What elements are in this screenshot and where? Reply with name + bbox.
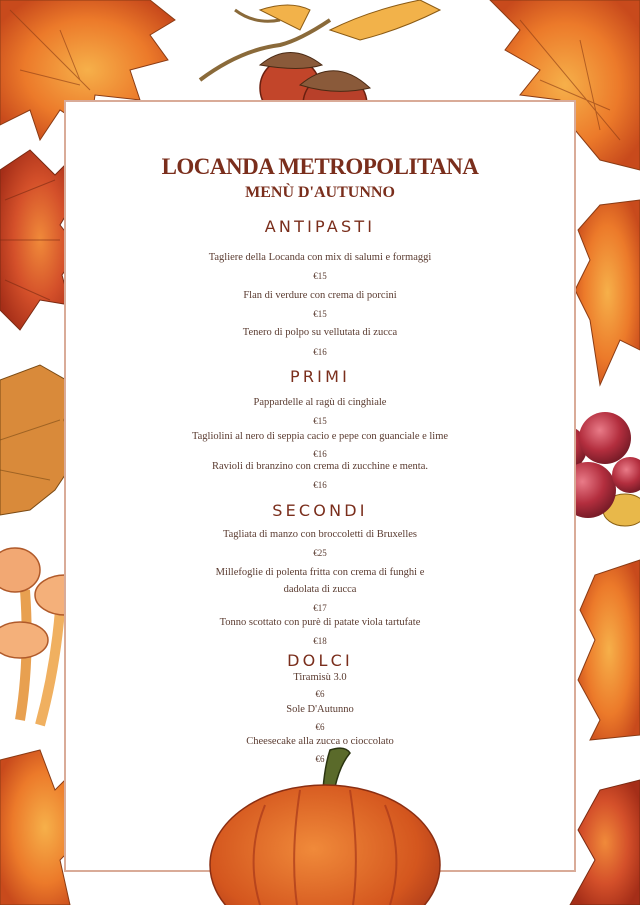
menu-item-price: €15 [313, 271, 327, 281]
menu-item-price: €15 [313, 416, 327, 426]
menu-title: MENÙ D'AUTUNNO [245, 184, 395, 201]
menu-item-price: €16 [313, 449, 327, 459]
section-title-dolci: DOLCI [287, 651, 353, 670]
menu-item-price: €6 [315, 722, 325, 732]
menu-item-price: €17 [313, 603, 327, 613]
menu-item-name: Sole D'Autunno [286, 704, 354, 715]
menu-item-name: Pappardelle al ragù di cinghiale [253, 397, 387, 408]
section-title-antipasti: ANTIPASTI [264, 217, 376, 236]
pumpkin-icon [205, 745, 445, 905]
menu-item-name: dadolata di zucca [283, 584, 357, 595]
menu-item-price: €6 [315, 689, 325, 699]
section-title-secondi: SECONDI [272, 501, 368, 520]
maple-leaf-icon [570, 780, 640, 905]
menu-item-price: €6 [315, 754, 325, 764]
menu-item-name: Cheesecake alla zucca o cioccolato [246, 736, 394, 747]
restaurant-name: LOCANDA METROPOLITANA [161, 154, 479, 179]
menu-item-name: Tenero di polpo su vellutata di zucca [242, 327, 398, 338]
menu-item-name: Tiramisù 3.0 [293, 672, 347, 683]
menu-item-price: €15 [313, 309, 327, 319]
menu-item-name: Tagliere della Locanda con mix di salumi e formaggi [208, 252, 432, 263]
menu-item-name: Millefoglie di polenta fritta con crema di funghi e [215, 567, 425, 578]
menu-item-name: Tonno scottato con purè di patate viola tartufate [219, 617, 421, 628]
maple-leaf-icon [575, 200, 640, 385]
menu-item-price: €25 [313, 548, 327, 558]
menu-item-name: Tagliolini al nero di seppia cacio e pepe con guanciale e lime [191, 431, 449, 442]
menu-item-price: €18 [313, 636, 327, 646]
menu-item-price: €16 [313, 480, 327, 490]
menu-item-name: Flan di verdure con crema di porcini [243, 290, 397, 301]
section-title-primi: PRIMI [289, 367, 350, 386]
menu-item-name: Tagliata di manzo con broccoletti di Bruxelles [222, 529, 418, 540]
menu-item-price: €16 [313, 347, 327, 357]
maple-leaf-icon [578, 560, 640, 740]
menu-item-name: Ravioli di branzino con crema di zucchine e menta. [211, 461, 429, 472]
